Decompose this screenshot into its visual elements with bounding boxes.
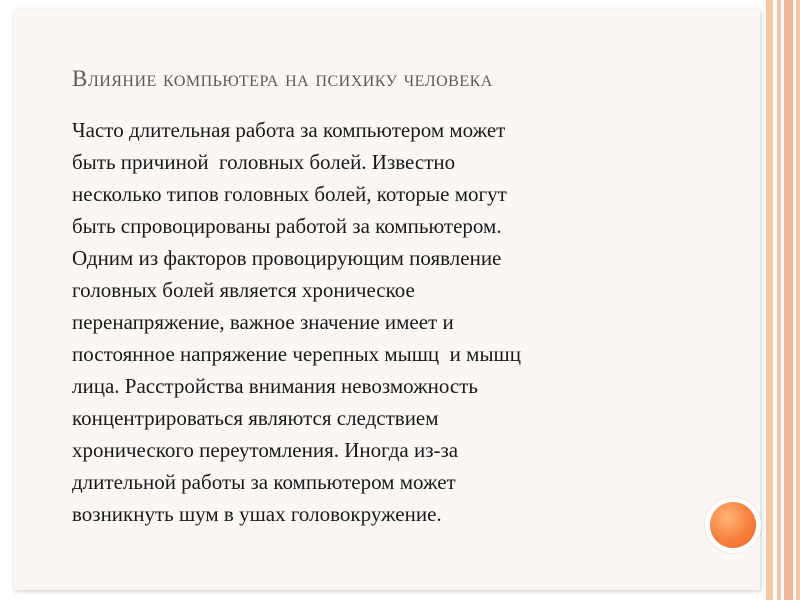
- body-line: головных болей является хроническое: [72, 278, 415, 302]
- body-line: Часто длительная работа за компьютером может: [72, 118, 506, 142]
- body-line: перенапряжение, важное значение имеет и: [72, 310, 454, 334]
- body-line: несколько типов головных болей, которые могут: [72, 182, 507, 206]
- decorative-circle-icon: [710, 502, 756, 548]
- body-line: длительной работы за компьютером может: [72, 470, 456, 494]
- body-line: возникнуть шум в ушах головокружение.: [72, 502, 442, 526]
- body-line: концентрироваться являются следствием: [72, 406, 439, 430]
- body-line: хронического переутомления. Иногда из-за: [72, 438, 459, 462]
- slide-title: Влияние компьютера на психику человека: [72, 66, 493, 91]
- slide-body: [72, 114, 712, 530]
- body-line: быть спровоцированы работой за компьютером.: [72, 214, 502, 238]
- decorative-stripe: [777, 0, 781, 600]
- decorative-stripe: [784, 0, 793, 600]
- decorative-stripe: [796, 0, 800, 600]
- body-line: быть причиной головных болей. Известно: [72, 150, 456, 174]
- decorative-stripe: [766, 0, 773, 600]
- body-line: постоянное напряжение черепных мышц и мышц: [72, 342, 521, 366]
- body-line: Одним из факторов провоцирующим появление: [72, 246, 502, 270]
- body-line: лица. Расстройства внимания невозможность: [72, 374, 478, 398]
